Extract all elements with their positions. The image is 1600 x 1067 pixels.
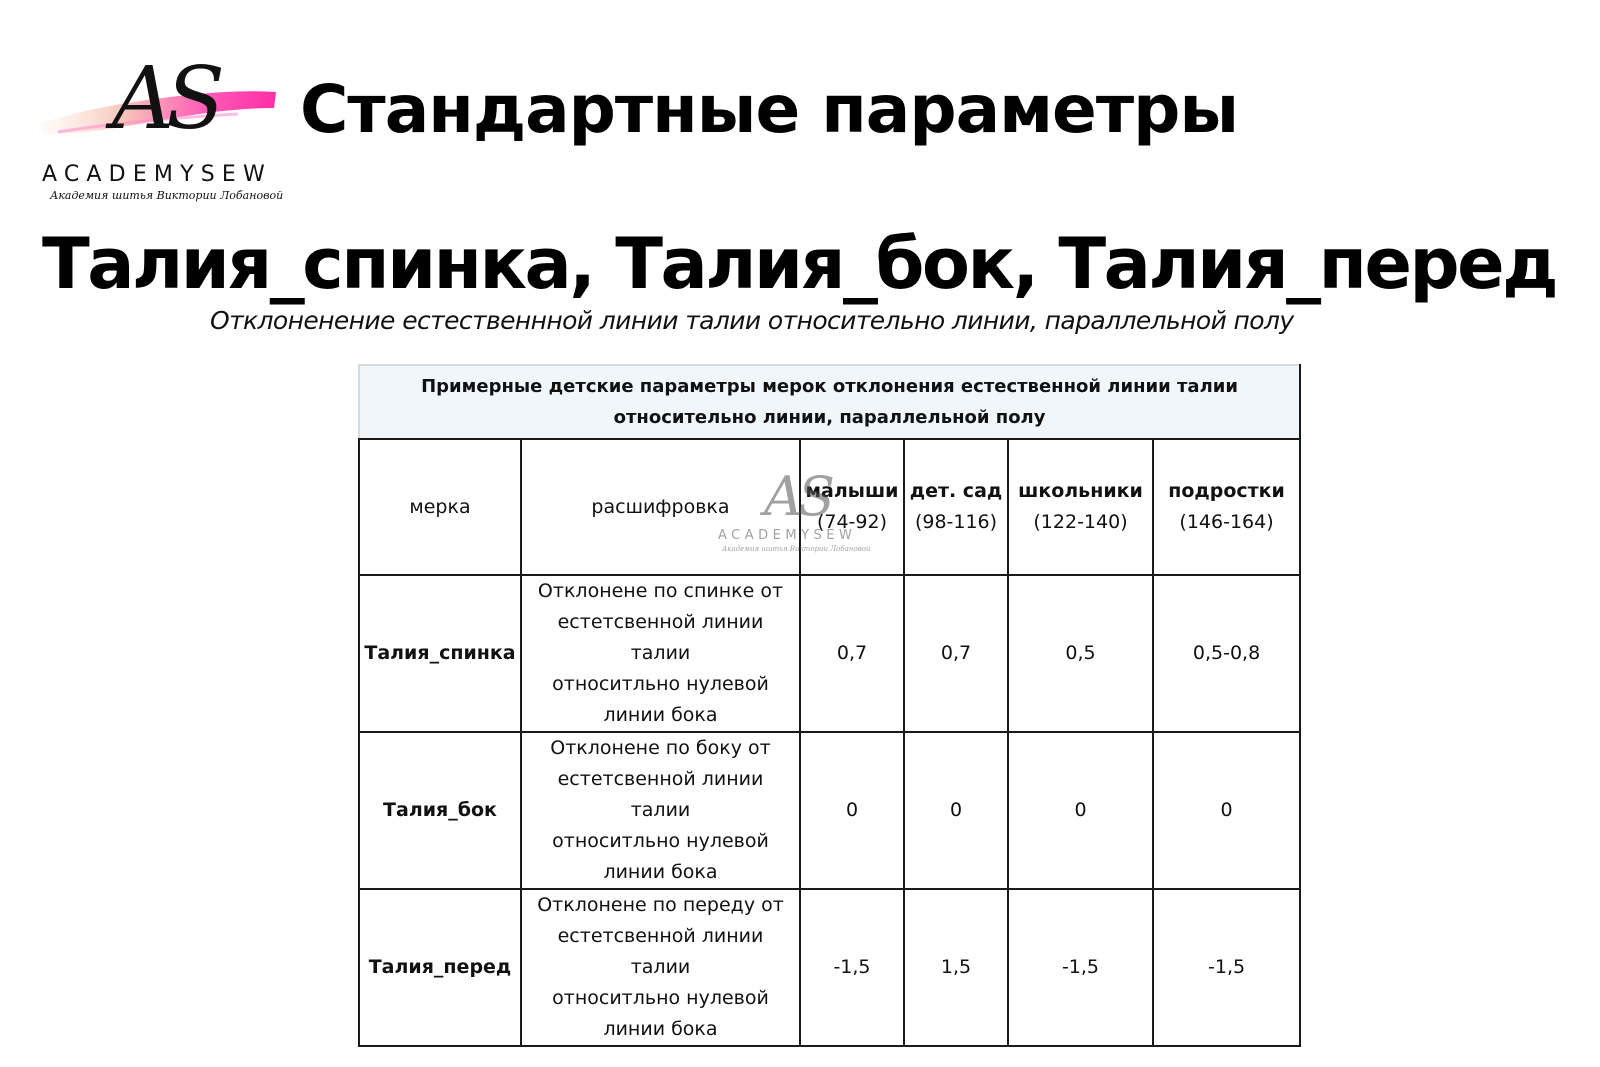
parameters-table [358, 364, 1301, 1047]
value-det-sad: 0 [904, 732, 1008, 889]
table-row [359, 732, 1300, 889]
value-podrostki: -1,5 [1153, 889, 1300, 1046]
row-name: Талия_бок [359, 732, 521, 889]
header-det-sad: дет. сад (98-116) [904, 439, 1008, 575]
watermark-tagline: Академия шитья Виктории Лобановой [722, 545, 871, 553]
header-malyshi: малыши (74-92) [800, 439, 904, 575]
header-shkolniki: школьники (122-140) [1008, 439, 1153, 575]
header-merka: мерка [359, 439, 521, 575]
value-shkolniki: 0,5 [1008, 575, 1153, 732]
value-malyshi: -1,5 [800, 889, 904, 1046]
watermark-name: ACADEMYSEW [718, 528, 857, 543]
value-det-sad: 0,7 [904, 575, 1008, 732]
row-description: Отклонене по переду от естетсвенной линии талии относитльно нулевой линии бока [521, 889, 800, 1046]
logo-tagline: Академия шитья Виктории Лобановой [50, 189, 284, 202]
table-row [359, 889, 1300, 1046]
value-podrostki: 0 [1153, 732, 1300, 889]
row-name: Талия_перед [359, 889, 521, 1046]
table-row [359, 575, 1300, 732]
row-description: Отклонене по боку от естетсвенной линии талии относитльно нулевой линии бока [521, 732, 800, 889]
watermark-mark: AS [764, 465, 830, 528]
value-shkolniki: 0 [1008, 732, 1153, 889]
value-det-sad: 1,5 [904, 889, 1008, 1046]
table-caption: Примерные детские параметры мерок отклонения естественной линии талии относительно линии, параллельной полу [359, 365, 1300, 439]
logo-mark: AS [112, 49, 218, 149]
value-shkolniki: -1,5 [1008, 889, 1153, 1046]
row-description: Отклонене по спинке от естетсвенной линии талии относитльно нулевой линии бока [521, 575, 800, 732]
table-header-row [359, 439, 1300, 575]
value-podrostki: 0,5-0,8 [1153, 575, 1300, 732]
page-title: Стандартные параметры [300, 71, 1238, 148]
logo-name: ACADEMYSEW [42, 162, 272, 187]
header-rasshifrovka: расшифровка [521, 439, 800, 575]
value-malyshi: 0,7 [800, 575, 904, 732]
page-heading: Талия_спинка, Талия_бок, Талия_перед [42, 223, 1557, 305]
academysew-logo [38, 49, 284, 207]
page-subtitle: Отклоненение естественнной линии талии относительно линии, параллельной полу [210, 306, 1294, 335]
header-podrostki: подростки (146-164) [1153, 439, 1300, 575]
value-malyshi: 0 [800, 732, 904, 889]
row-name: Талия_спинка [359, 575, 521, 732]
